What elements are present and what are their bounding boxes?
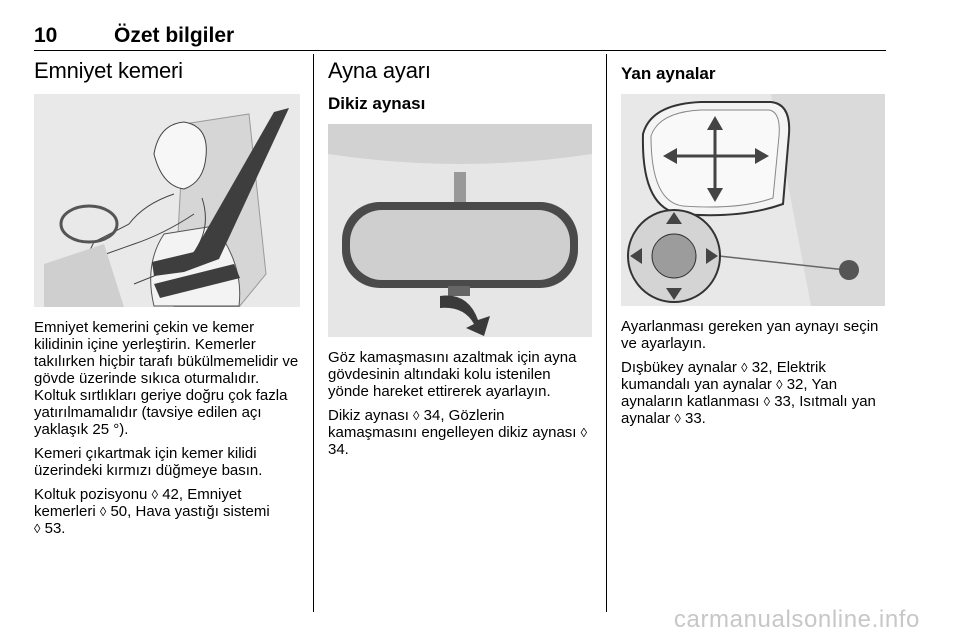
reference-arrow-icon: ◊ <box>580 425 588 440</box>
reference-link[interactable]: 32, Yan aynaların katlanması <box>621 376 838 410</box>
rearview-mirror-illustration <box>328 124 592 337</box>
reference-arrow-icon: ◊ <box>741 360 748 375</box>
page-number: 10 <box>34 24 58 47</box>
reference-arrow-icon: ◊ <box>776 377 783 392</box>
column-side-mirrors <box>621 58 887 427</box>
subheading-side-mirrors: Yan aynalar <box>621 64 716 83</box>
seatbelt-references: Koltuk pozisyonu ◊ 42, Emniyet kemerleri ◊ 50, Hava yastığı sistemi ◊ 53. <box>34 486 270 537</box>
seatbelt-paragraph-2: Kemeri çıkartmak için kemer kilidi üzerindeki kırmızı düğmeye basın. <box>34 445 263 479</box>
side-mirror-paragraph-1: Ayarlanması gereken yan aynayı seçin ve ayarlayın. <box>621 318 879 352</box>
reference-link[interactable]: 50, Hava yastığı sistemi <box>110 503 270 520</box>
side-mirror-illustration <box>621 94 885 306</box>
reference-arrow-icon: ◊ <box>151 487 159 502</box>
reference-link[interactable]: 34. <box>328 441 349 458</box>
heading-mirror-adjust: Ayna ayarı <box>328 58 431 83</box>
heading-seatbelt: Emniyet kemeri <box>34 58 183 83</box>
column-mirror <box>328 58 592 458</box>
reference-arrow-icon: ◊ <box>34 521 41 536</box>
reference-link[interactable]: 42, Emniyet kemerleri <box>34 486 242 520</box>
reference-arrow-icon: ◊ <box>763 394 771 409</box>
reference-arrow-icon: ◊ <box>99 504 107 519</box>
reference-link[interactable]: 53. <box>44 520 66 537</box>
page-header <box>34 24 886 52</box>
mirror-paragraph-1: Göz kamaşmasını azaltmak için ayna gövdesinin altındaki kolu istenilen yönde hareket ettirerek ayarlayın. <box>328 349 577 400</box>
reference-link[interactable]: 34, Gözlerin kamaşmasını engelleyen dikiz aynası <box>328 407 577 441</box>
subheading-rearview: Dikiz aynası <box>328 94 426 113</box>
seatbelt-paragraph-1: Emniyet kemerini çekin ve kemer kilidinin içine yerleştirin. Kemerler takılırken hiçbir tarafı bükülmemelidir ve gövde üzerinde sıkıca oturmalıdır. Koltuk sırtlıkları geriye doğru çok fazla yatırılmamalıdır (tavsiye edilen açı yaklaşık 25 °). <box>34 319 299 438</box>
section-title: Özet bilgiler <box>114 24 235 47</box>
mirror-references: Dikiz aynası ◊ 34, Gözlerin kamaşmasını engelleyen dikiz aynası ◊ 34. <box>328 407 588 458</box>
reference-link[interactable]: 33. <box>684 410 706 427</box>
column-divider <box>606 54 607 612</box>
column-seatbelt <box>34 58 300 537</box>
seatbelt-illustration <box>34 94 300 307</box>
reference-link[interactable]: 32, Elektrik kumandalı yan aynalar <box>621 359 826 393</box>
column-divider <box>313 54 314 612</box>
reference-link[interactable]: 33, Isıtmalı yan aynalar <box>621 393 876 427</box>
header-rule <box>34 50 886 51</box>
watermark: carmanualsonline.info <box>673 606 920 633</box>
reference-arrow-icon: ◊ <box>413 408 420 423</box>
reference-arrow-icon: ◊ <box>674 411 681 426</box>
side-mirror-references: Dışbükey aynalar ◊ 32, Elektrik kumandalı yan aynalar ◊ 32, Yan aynaların katlanması ◊ 33, Isıtmalı yan aynalar ◊ 33. <box>621 359 876 427</box>
